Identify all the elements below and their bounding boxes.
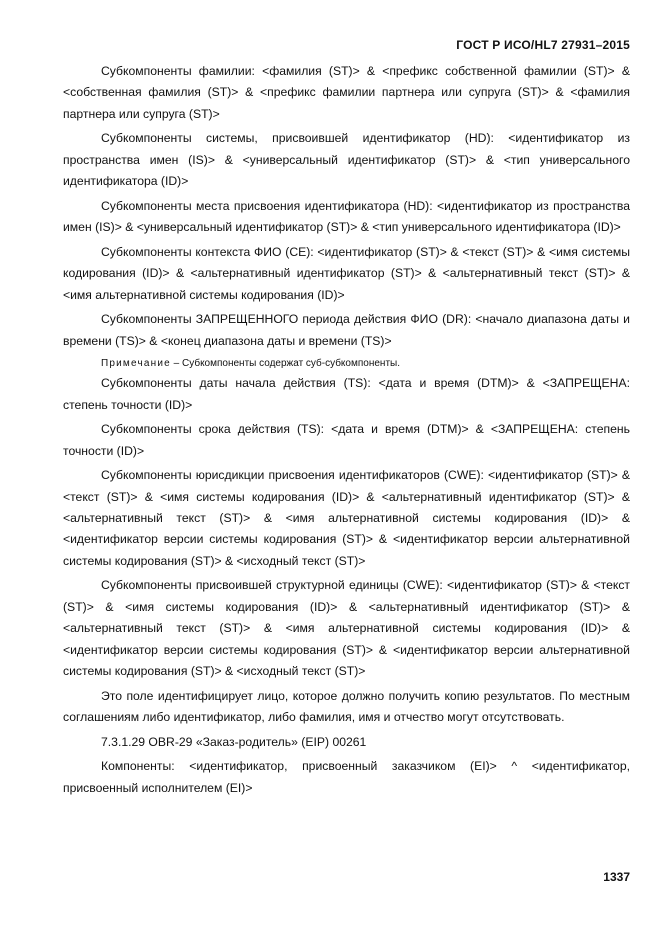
paragraph-effective-date-subcomponents: Субкомпоненты даты начала действия (TS): <дата и время (DTM)> & <ЗАПРЕЩЕНА: степень точности (ID)> xyxy=(63,376,630,412)
paragraph-surname-subcomponents: Субкомпоненты фамилии: <фамилия (ST)> & <префикс собственной фамилии (ST)> & <собственная фамилия (ST)> & <префикс фамилии партнера или супруга (ST)> & <фамилия партнера или супруга (ST)> xyxy=(63,64,630,121)
page-number: 1337 xyxy=(603,870,630,884)
paragraph-components: Компоненты: <идентификатор, присвоенный заказчиком (EI)> ^ <идентификатор, присвоенный исполнителем (EI)> xyxy=(63,759,630,795)
section-heading-obr-29: 7.3.1.29 OBR-29 «Заказ-родитель» (EIP) 00261 xyxy=(101,734,367,749)
paragraph-assigning-authority-subcomponents: Субкомпоненты системы, присвоившей идентификатор (HD): <идентификатор из пространства имен (IS)> & <универсальный идентификатор (ST)> & <тип универсального идентификатора (ID)> xyxy=(63,131,630,189)
note-label: Примечание xyxy=(101,358,171,370)
paragraph-name-validity-range-subcomponents: Субкомпоненты ЗАПРЕЩЕННОГО периода действия ФИО (DR): <начало диапазона даты и времени (TS)> & <конец диапазона даты и времени (TS)> xyxy=(63,312,630,348)
paragraph-expiration-date-subcomponents: Субкомпоненты срока действия (TS): <дата и время (DTM)> & <ЗАПРЕЩЕНА: степень точности (ID)> xyxy=(63,422,630,458)
note xyxy=(63,355,630,372)
paragraph-agency-subcomponents: Субкомпоненты присвоившей структурной единицы (CWE): <идентификатор (ST)> & <текст (ST)> & <имя системы кодирования (ID)> & <альтернативный идентификатор (ST)> & <альтернативный текст (ST)> & <имя альтернативной системы кодирования (ID)> & <идентификатор версии системы кодирования (ST)> & <идентификатор версии альтернативной системы кодирования (ST)> & <исходный текст (ST)> xyxy=(63,578,630,679)
note-text: – Субкомпоненты содержат суб-субкомпоненты. xyxy=(170,358,400,370)
paragraph-assigning-facility-subcomponents: Субкомпоненты места присвоения идентификатора (HD): <идентификатор из пространства имен (IS)> & <универсальный идентификатор (ST)> & <тип универсального идентификатора (ID)> xyxy=(63,198,630,235)
paragraph-name-context-subcomponents: Субкомпоненты контекста ФИО (CE): <идентификатор (ST)> & <текст (ST)> & <имя системы кодирования (ID)> & <альтернативный идентификатор (ST)> & <альтернативный текст (ST)> & <имя альтернативной системы кодирования (ID)> xyxy=(63,244,630,302)
document-body xyxy=(63,61,630,802)
paragraph-field-description: Это поле идентифицирует лицо, которое должно получить копию результатов. По местным соглашениям либо идентификатор, либо фамилия, имя и отчество могут отсутствовать. xyxy=(63,688,630,725)
paragraph-jurisdiction-subcomponents: Субкомпоненты юрисдикции присвоения идентификаторов (CWE): <идентификатор (ST)> & <текст (ST)> & <имя системы кодирования (ID)> & <альтернативный идентификатор (ST)> & <альтернативный текст (ST)> & <имя альтернативной системы кодирования (ID)> & <идентификатор версии системы кодирования (ST)> & <идентификатор версии альтернативной системы кодирования (ST)> & <исходный текст (ST)> xyxy=(63,468,630,568)
document-header: ГОСТ Р ИСО/HL7 27931–2015 xyxy=(456,38,630,52)
